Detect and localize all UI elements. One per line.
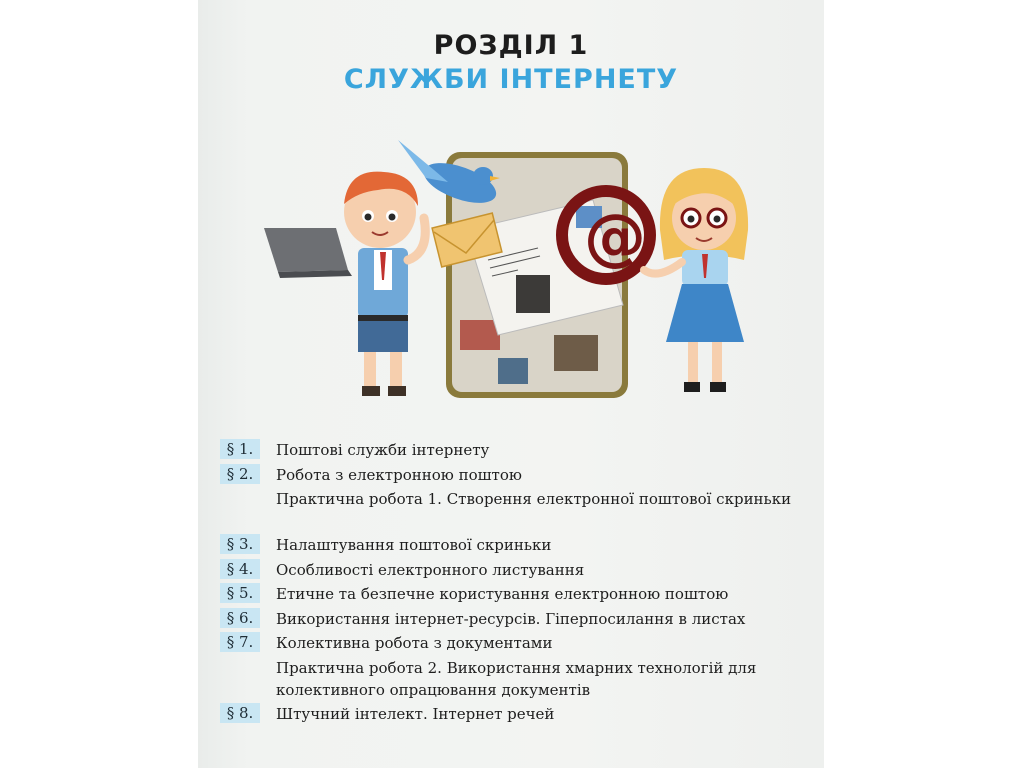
toc-item-title: Етичне та безпечне користування електронною поштою: [276, 585, 729, 603]
toc-item-title: Колективна робота з документами: [276, 634, 553, 652]
toc-item-title: Налаштування поштової скриньки: [276, 536, 552, 554]
paragraph-number: § 5.: [220, 583, 260, 603]
toc-item-title: Практична робота 2. Використання хмарних технологій для колективного опрацювання документів: [276, 658, 757, 699]
toc-item-title: Практична робота 1. Створення електронної поштової скриньки: [276, 490, 792, 508]
toc-item[interactable]: [220, 630, 810, 655]
section-heading: РОЗДІЛ 1: [433, 30, 589, 61]
toc-item-title: Робота з електронною поштою: [276, 465, 522, 484]
toc-item[interactable]: [220, 606, 810, 631]
toc-item[interactable]: [220, 532, 810, 557]
paragraph-number: § 7.: [220, 632, 260, 652]
toc-item[interactable]: [220, 437, 810, 462]
section-title: СЛУЖБИ ІНТЕРНЕТУ: [343, 64, 679, 95]
paragraph-number: § 8.: [220, 703, 260, 723]
paragraph-number: § 4.: [220, 559, 260, 579]
paragraph-number: § 3.: [220, 534, 260, 554]
paragraph-number: § 1.: [220, 439, 260, 459]
boy-with-laptop: [264, 172, 425, 396]
at-symbol: @: [584, 200, 646, 273]
toc-item[interactable]: [220, 462, 810, 487]
table-of-contents: [220, 437, 810, 725]
chapter-illustration: [198, 120, 824, 420]
toc-item-title: Особливості електронного листування: [276, 560, 585, 579]
toc-item[interactable]: [220, 557, 810, 582]
girl-with-glasses: [644, 168, 748, 392]
toc-item[interactable]: [220, 581, 810, 606]
toc-item-title: Поштові служби інтернету: [276, 441, 490, 459]
toc-practical-item[interactable]: [220, 486, 810, 532]
paragraph-number: § 2.: [220, 464, 260, 484]
paragraph-number: § 6.: [220, 608, 260, 628]
toc-item-title: Використання інтернет-ресурсів. Гіперпосилання в листах: [276, 609, 746, 628]
toc-practical-item[interactable]: [220, 655, 810, 701]
textbook-page: [198, 0, 824, 768]
toc-item[interactable]: [220, 701, 810, 726]
toc-item-title: Штучний інтелект. Інтернет речей: [276, 704, 555, 723]
